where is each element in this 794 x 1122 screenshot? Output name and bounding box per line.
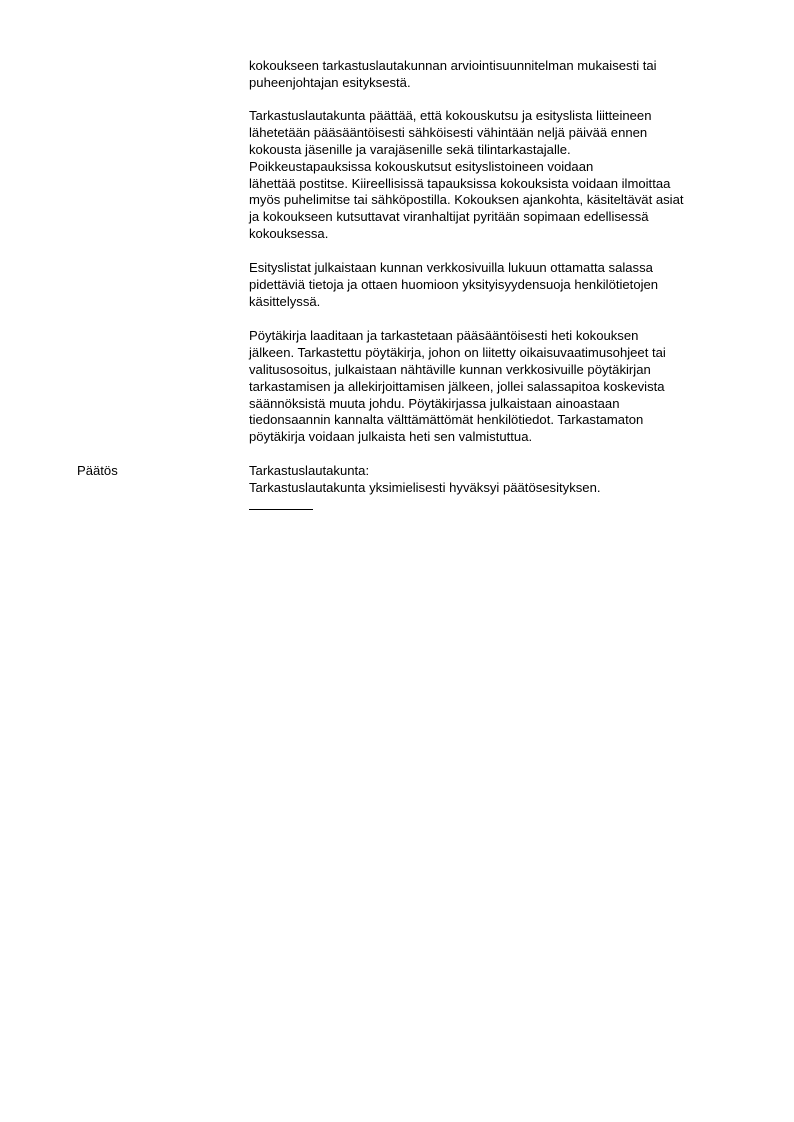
text-line: Tarkastuslautakunta päättää, että kokouskutsu ja esityslista liitteineen (249, 108, 652, 123)
text-line: kokoukseen tarkastuslautakunnan arviointisuunnitelman mukaisesti tai (249, 58, 657, 73)
text-line: pidettäviä tietoja ja ottaen huomioon yksityisyydensuoja henkilötietojen (249, 276, 659, 292)
text-line: Pöytäkirja laaditaan ja tarkastetaan pääsääntöisesti heti kokouksen (249, 328, 639, 343)
decision-paragraph (249, 463, 749, 497)
text-line: tiedonsaannin kannalta välttämättömät henkilötiedot. Tarkastamaton (249, 412, 644, 428)
text-line: pöytäkirja voidaan julkaista heti sen valmistuttua. (249, 429, 533, 445)
text-line: myös puhelimitse tai sähköpostilla. Kokouksen ajankohta, käsiteltävät asiat (249, 192, 684, 208)
decision-label: Päätös (77, 463, 118, 478)
decision-text: Tarkastuslautakunta yksimielisesti hyväksyi päätösesityksen. (249, 479, 601, 495)
text-line: tarkastamisen ja allekirjoittamisen jälkeen, jollei salassapitoa koskevista (249, 378, 665, 394)
invitation-paragraph (249, 108, 749, 243)
text-line: Poikkeustapauksissa kokouskutsut esityslistoineen voidaan (249, 158, 594, 174)
text-line: lähetetään pääsääntöisesti sähköisesti vähintään neljä päivää ennen (249, 124, 648, 140)
decision-heading: Tarkastuslautakunta: (249, 463, 370, 478)
text-line: valitusosoitus, julkaistaan nähtäville kunnan verkkosivuille pöytäkirjan (249, 361, 651, 377)
text-line: käsittelyssä. (249, 293, 321, 309)
text-line: kokousta jäsenille ja varajäsenille sekä tilintarkastajalle. (249, 141, 571, 157)
text-line: puheenjohtajan esityksestä. (249, 74, 411, 90)
text-line: säännöksistä muuta johdu. Pöytäkirjassa julkaistaan ainoastaan (249, 395, 620, 411)
text-line: Esityslistat julkaistaan kunnan verkkosivuilla lukuun ottamatta salassa (249, 260, 653, 275)
text-line: lähettää postitse. Kiireellisissä tapauksissa kokouksista voidaan ilmoittaa (249, 175, 671, 191)
text-line: kokouksessa. (249, 226, 329, 242)
text-line: jälkeen. Tarkastettu pöytäkirja, johon on liitetty oikaisuvaatimusohjeet tai (249, 344, 666, 360)
intro-paragraph (249, 58, 749, 92)
agenda-paragraph (249, 260, 749, 311)
text-line: ja kokoukseen kutsuttavat viranhaltijat pyritään sopimaan edellisessä (249, 209, 649, 225)
minutes-paragraph (249, 328, 749, 446)
closing-rule (249, 509, 313, 510)
